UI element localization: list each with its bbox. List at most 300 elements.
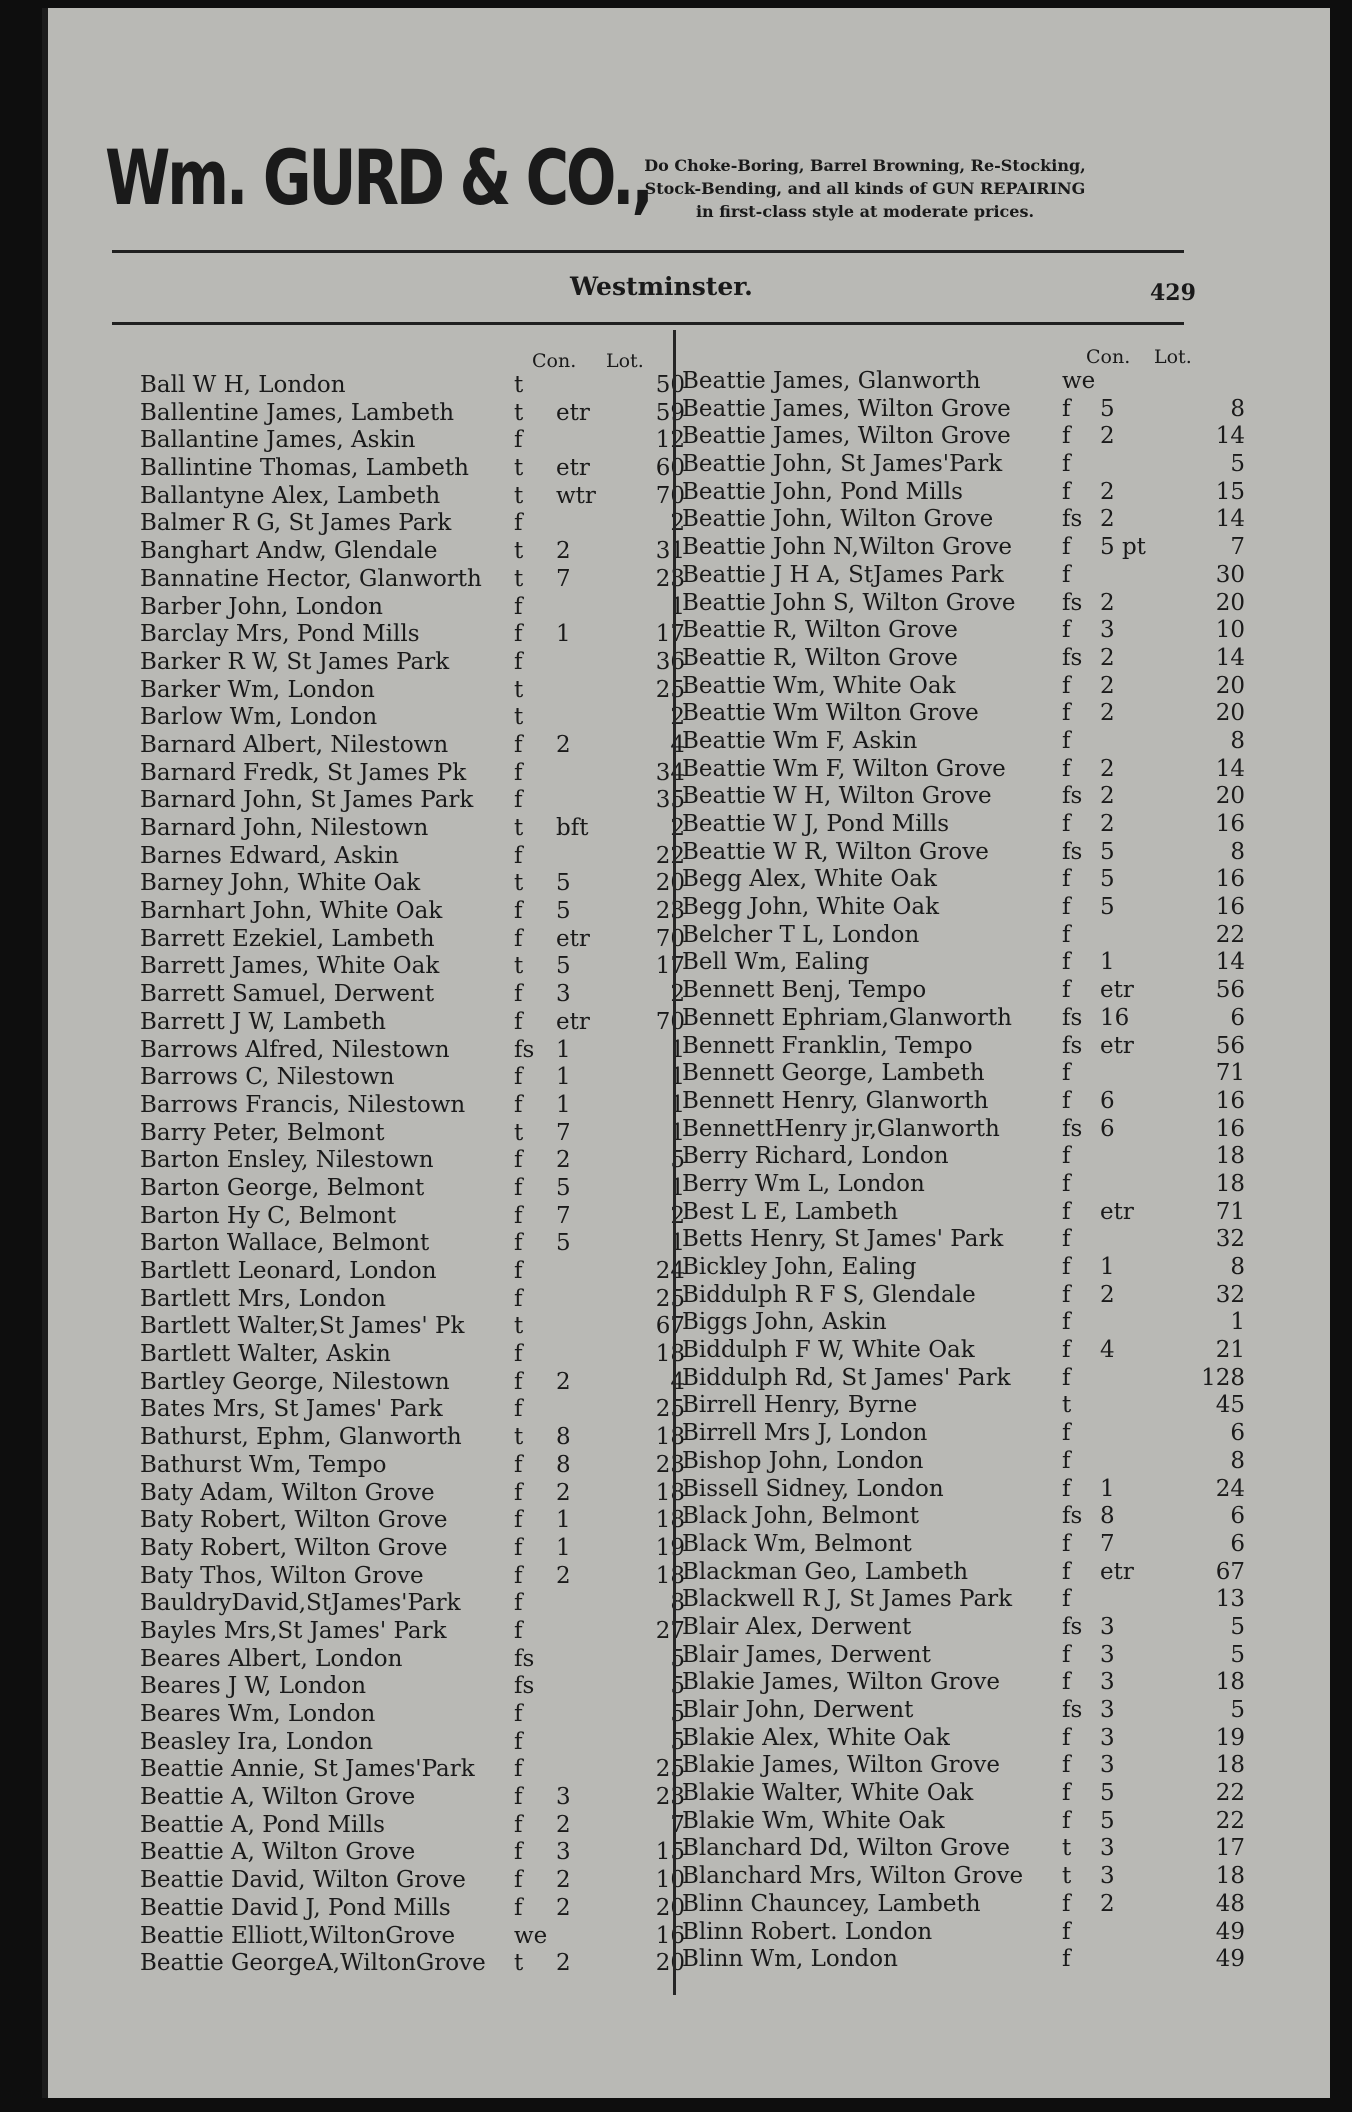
directory-entry	[140, 787, 685, 815]
entry-tenure: f	[514, 1258, 523, 1284]
entry-tenure: f	[1062, 1337, 1071, 1364]
entry-lot: 70	[655, 925, 685, 952]
entry-lot: 1	[1230, 1309, 1245, 1336]
ad-line-2: Stock-Bending, and all kinds of GUN REPAIRING	[644, 179, 1086, 198]
entry-name: Biggs John, Askin	[682, 1309, 887, 1336]
directory-entry	[682, 1087, 1245, 1116]
entry-name: Beattie Wm F, Wilton Grove	[682, 755, 1006, 782]
entry-tenure: f	[514, 842, 523, 869]
directory-entry	[682, 1254, 1245, 1282]
entry-lot: 6	[1230, 1530, 1245, 1557]
directory-entry	[682, 755, 1245, 784]
entry-lot: 14	[1215, 644, 1245, 671]
entry-concession: 5	[556, 898, 571, 925]
entry-concession: 1	[556, 1507, 571, 1534]
entry-tenure: f	[1062, 1752, 1071, 1779]
entry-tenure: f	[1062, 395, 1071, 422]
entry-tenure: f	[1062, 1890, 1071, 1917]
directory-entry	[682, 672, 1245, 701]
entry-tenure: f	[514, 1784, 523, 1811]
entry-lot: 5	[670, 1701, 685, 1727]
directory-entry	[140, 1341, 685, 1369]
directory-entry	[682, 1115, 1245, 1144]
entry-lot: 2	[670, 704, 685, 731]
entry-tenure: f	[514, 427, 523, 454]
entry-tenure: fs	[514, 1645, 535, 1672]
entry-tenure: f	[1062, 1170, 1071, 1197]
directory-entry	[682, 1697, 1245, 1725]
entry-lot: 8	[670, 1590, 685, 1617]
entry-tenure: t	[514, 565, 524, 592]
entry-lot: 1	[670, 1230, 685, 1257]
entry-name: Berry Richard, London	[682, 1143, 949, 1170]
entry-name: Barnard John, St James Park	[140, 787, 474, 814]
entry-name: Beattie John, St James'Park	[682, 451, 1003, 478]
entry-tenure: f	[1062, 423, 1071, 450]
ad-line-3: in first-class style at moderate prices.	[695, 202, 1035, 221]
entry-concession: 2	[1100, 423, 1115, 450]
entry-tenure: f	[1062, 866, 1071, 893]
entry-tenure: f	[1062, 1447, 1071, 1474]
entry-name: Biddulph F W, White Oak	[682, 1337, 975, 1364]
entry-tenure: f	[514, 1147, 523, 1174]
entry-tenure: t	[514, 399, 524, 426]
directory-entry	[140, 1064, 685, 1092]
entry-name: Bannatine Hector, Glanworth	[140, 565, 482, 592]
entry-lot: 56	[1215, 1032, 1245, 1059]
entry-name: Bennett George, Lambeth	[682, 1060, 985, 1087]
entry-lot: 16	[1215, 866, 1245, 893]
entry-tenure: f	[1062, 1198, 1071, 1225]
entry-concession: 3	[1100, 1641, 1115, 1668]
entry-name: Barry Peter, Belmont	[140, 1119, 385, 1146]
header-rule	[112, 250, 1184, 253]
entry-tenure: f	[1062, 1807, 1071, 1834]
entry-tenure: f	[1062, 1946, 1071, 1973]
entry-lot: 31	[655, 538, 685, 565]
directory-entry	[140, 1895, 685, 1923]
entry-name: Blakie Walter, White Oak	[682, 1780, 974, 1807]
entry-lot: 128	[1201, 1364, 1245, 1391]
entry-lot: 24	[655, 1258, 685, 1284]
directory-entry	[140, 1424, 685, 1452]
entry-lot: 6	[1230, 1503, 1245, 1530]
directory-entry	[140, 870, 685, 898]
directory-entry	[140, 427, 685, 455]
entry-name: Blakie James, Wilton Grove	[682, 1669, 1000, 1696]
entry-lot: 20	[1215, 672, 1245, 699]
entry-lot: 17	[1215, 1835, 1245, 1862]
entry-lot: 7	[1230, 534, 1245, 561]
directory-entry	[682, 451, 1245, 479]
directory-entry	[682, 1613, 1245, 1642]
directory-entry	[682, 1641, 1245, 1670]
entry-lot: 20	[655, 1950, 685, 1977]
entry-tenure: f	[514, 1479, 523, 1506]
entry-lot: 45	[1215, 1392, 1245, 1419]
directory-entry	[682, 368, 1227, 396]
directory-entry	[140, 510, 685, 538]
entry-concession: etr	[556, 1008, 590, 1035]
directory-entry	[140, 1230, 685, 1258]
directory-entry	[140, 400, 685, 428]
entry-lot: 18	[655, 1562, 685, 1589]
entry-name: Ball W H, London	[140, 372, 346, 398]
entry-concession: 2	[1100, 589, 1115, 616]
entry-name: Barber John, London	[140, 593, 383, 620]
directory-entry	[682, 1503, 1245, 1531]
directory-entry	[140, 1535, 685, 1563]
con-header: Con.	[532, 350, 577, 372]
entry-name: Beattie A, Wilton Grove	[140, 1839, 416, 1866]
entry-tenure: f	[1062, 1918, 1071, 1945]
entry-name: Barrett James, White Oak	[140, 953, 440, 980]
entry-name: Blakie Alex, White Oak	[682, 1724, 950, 1751]
entry-name: Birrell Henry, Byrne	[682, 1392, 918, 1419]
directory-entry	[682, 811, 1245, 839]
entry-lot: 23	[655, 565, 685, 592]
directory-entry	[682, 1309, 1245, 1337]
entry-tenure: f	[1062, 478, 1071, 505]
entry-concession: 3	[1100, 1724, 1115, 1751]
directory-entry	[140, 1120, 685, 1148]
entry-concession: etr	[556, 455, 590, 482]
entry-lot: 35	[655, 787, 685, 814]
directory-entry	[140, 1369, 685, 1397]
entry-tenure: f	[514, 1839, 523, 1866]
entry-lot: 13	[1215, 1586, 1245, 1613]
entry-name: Ballantyne Alex, Lambeth	[140, 482, 441, 509]
directory-entry	[682, 1558, 1245, 1587]
directory-entry	[140, 732, 685, 760]
directory-entry	[140, 1175, 685, 1203]
entry-lot: 1	[670, 1174, 685, 1201]
entry-tenure: fs	[1062, 1115, 1083, 1142]
entry-name: Barrett J W, Lambeth	[140, 1008, 386, 1035]
directory-entry	[140, 1480, 685, 1508]
entry-lot: 20	[1215, 783, 1245, 810]
entry-lot: 18	[1215, 1669, 1245, 1696]
entry-lot: 6	[1230, 1004, 1245, 1031]
entry-concession: 1	[556, 1534, 571, 1561]
entry-name: Barnhart John, White Oak	[140, 898, 443, 925]
entry-name: Barnes Edward, Askin	[140, 842, 399, 869]
entry-name: Beattie Wm, White Oak	[682, 672, 956, 699]
entry-tenure: f	[1062, 1226, 1071, 1253]
directory-entry	[140, 1923, 685, 1951]
entry-name: Beattie GeorgeA,WiltonGrove	[140, 1950, 486, 1977]
entry-tenure: f	[514, 1368, 523, 1395]
advertisement-text	[545, 154, 1185, 223]
entry-tenure: f	[514, 1617, 523, 1644]
directory-entry	[682, 1724, 1245, 1753]
directory-entry	[682, 1420, 1245, 1448]
entry-name: Blair John, Derwent	[682, 1697, 914, 1723]
directory-entry	[682, 838, 1245, 867]
entry-name: Blinn Robert. London	[682, 1918, 933, 1945]
entry-name: Beattie James, Wilton Grove	[682, 423, 1011, 450]
entry-tenure: t	[1062, 1863, 1072, 1890]
directory-entry	[682, 1807, 1245, 1836]
entry-lot: 70	[655, 1008, 685, 1035]
entry-tenure: f	[1062, 1780, 1071, 1807]
entry-name: Ballantine James, Askin	[140, 427, 416, 454]
entry-name: Baty Thos, Wilton Grove	[140, 1562, 424, 1589]
entry-lot: 18	[655, 1507, 685, 1534]
entry-concession: 2	[1100, 755, 1115, 782]
entry-lot: 22	[655, 842, 685, 869]
entry-concession: 2	[1100, 1281, 1115, 1308]
entry-tenure: f	[514, 1811, 523, 1838]
entry-name: Black Wm, Belmont	[682, 1530, 912, 1557]
entry-concession: 2	[556, 1368, 571, 1395]
directory-entry	[140, 621, 685, 649]
entry-lot: 8	[1230, 727, 1245, 754]
entry-tenure: f	[1062, 1558, 1071, 1585]
entry-lot: 18	[1215, 1143, 1245, 1170]
entry-concession: 7	[1100, 1530, 1115, 1557]
entry-tenure: f	[514, 1174, 523, 1201]
entry-name: Beattie J H A, StJames Park	[682, 561, 1004, 588]
entry-name: Bennett Ephriam,Glanworth	[682, 1004, 1012, 1031]
entry-tenure: f	[514, 1008, 523, 1035]
directory-entry	[140, 1147, 685, 1175]
entry-name: Beattie R, Wilton Grove	[682, 617, 958, 644]
entry-concession: 2	[1100, 506, 1115, 533]
directory-entry	[682, 1281, 1245, 1310]
entry-name: Barton Wallace, Belmont	[140, 1230, 430, 1257]
entry-name: Barrows Alfred, Nilestown	[140, 1036, 450, 1063]
entry-concession: 3	[1100, 1835, 1115, 1862]
entry-tenure: f	[1062, 1364, 1071, 1391]
directory-entry	[682, 700, 1245, 728]
directory-entry	[140, 981, 685, 1009]
entry-name: BauldryDavid,StJames'Park	[140, 1590, 461, 1617]
entry-tenure: f	[1062, 1586, 1071, 1613]
left-column-header	[140, 350, 685, 372]
entry-tenure: f	[1062, 1475, 1071, 1502]
entry-lot: 18	[1215, 1752, 1245, 1779]
entry-lot: 18	[1215, 1170, 1245, 1197]
directory-entry	[140, 677, 685, 705]
entry-concession: 5	[1100, 866, 1115, 893]
entry-lot: 8	[1230, 395, 1245, 422]
directory-entry	[140, 1203, 685, 1231]
entry-lot: 5	[1230, 1697, 1245, 1723]
entry-tenure: t	[514, 372, 524, 398]
entry-tenure: f	[514, 1451, 523, 1478]
entry-lot: 5	[670, 1728, 685, 1755]
entry-name: Bartley George, Nilestown	[140, 1368, 450, 1395]
entry-concession: 2	[556, 1811, 571, 1838]
entry-lot: 71	[1215, 1198, 1245, 1225]
entry-lot: 22	[1215, 1780, 1245, 1807]
entry-lot: 14	[1215, 755, 1245, 782]
entry-name: Blair James, Derwent	[682, 1641, 931, 1668]
entry-concession: 8	[556, 1424, 571, 1451]
entry-lot: 24	[1215, 1475, 1245, 1502]
entry-lot: 8	[1230, 1447, 1245, 1474]
directory-entry	[140, 455, 685, 483]
entry-tenure: f	[1062, 727, 1071, 754]
entry-tenure: t	[514, 870, 524, 897]
entry-tenure: f	[514, 1507, 523, 1534]
entry-tenure: f	[514, 648, 523, 675]
entry-concession: etr	[1100, 1558, 1134, 1585]
entry-concession: 2	[1100, 700, 1115, 727]
directory-entry	[140, 1092, 685, 1120]
directory-entry	[140, 1867, 685, 1895]
entry-lot: 17	[655, 953, 685, 980]
entry-lot: 36	[655, 648, 685, 675]
entry-lot: 48	[1215, 1890, 1245, 1917]
entry-tenure: f	[1062, 534, 1071, 561]
entry-name: Beattie A, Pond Mills	[140, 1811, 385, 1838]
entry-concession: 1	[556, 1036, 571, 1063]
entry-lot: 23	[655, 1451, 685, 1478]
entry-name: Bennett Franklin, Tempo	[682, 1032, 973, 1059]
entry-tenure: f	[514, 1590, 523, 1617]
entry-name: Baty Robert, Wilton Grove	[140, 1507, 448, 1534]
entry-name: Beattie John, Pond Mills	[682, 478, 963, 505]
directory-entry	[682, 1752, 1245, 1780]
section-title: Westminster.	[570, 272, 753, 301]
entry-name: Barton George, Belmont	[140, 1174, 425, 1201]
entry-tenure: t	[514, 1313, 524, 1340]
entry-lot: 2	[670, 815, 685, 841]
entry-tenure: f	[514, 1894, 523, 1921]
entry-name: Beattie John N,Wilton Grove	[682, 534, 1012, 561]
entry-name: Bartlett Walter,St James' Pk	[140, 1313, 465, 1340]
entry-name: Birrell Mrs J, London	[682, 1420, 928, 1447]
entry-name: Beattie W H, Wilton Grove	[682, 783, 992, 810]
entry-concession: 5	[556, 953, 571, 980]
directory-entry	[682, 1392, 1245, 1420]
entry-lot: 23	[655, 1784, 685, 1811]
directory-entry	[140, 953, 685, 981]
directory-entry	[140, 649, 685, 677]
entry-concession: 7	[556, 1202, 571, 1229]
entry-concession: 1	[556, 1091, 571, 1118]
entry-tenure: fs	[1062, 589, 1083, 616]
entry-name: Blakie James, Wilton Grove	[682, 1752, 1000, 1779]
directory-entry	[140, 1673, 685, 1701]
entry-name: Barnard Albert, Nilestown	[140, 731, 449, 758]
entry-name: Blinn Wm, London	[682, 1946, 898, 1973]
entry-tenure: f	[1062, 1060, 1071, 1087]
entry-tenure: f	[514, 731, 523, 758]
entry-tenure: t	[514, 1424, 524, 1451]
brand-name: Wm. GURD & CO.,	[105, 133, 651, 222]
entry-tenure: f	[514, 1341, 523, 1368]
directory-entry	[682, 1364, 1245, 1393]
entry-tenure: f	[1062, 451, 1071, 478]
directory-entry	[140, 1618, 685, 1646]
entry-concession: 3	[1100, 1863, 1115, 1890]
entry-lot: 71	[1215, 1060, 1245, 1087]
entry-name: Blackman Geo, Lambeth	[682, 1558, 969, 1585]
page-header	[105, 133, 1195, 260]
directory-entry	[682, 1475, 1245, 1504]
entry-lot: 5	[1230, 1641, 1245, 1668]
directory-entry	[140, 1313, 685, 1341]
entry-lot: 25	[655, 1756, 685, 1783]
entry-name: Blinn Chauncey, Lambeth	[682, 1890, 981, 1917]
directory-entry	[682, 783, 1245, 811]
directory-entry	[140, 1286, 685, 1314]
entry-name: Barrows C, Nilestown	[140, 1064, 395, 1091]
entry-lot: 25	[655, 1396, 685, 1423]
directory-entry	[140, 566, 685, 594]
entry-lot: 60	[655, 455, 685, 482]
directory-entry	[682, 1226, 1245, 1254]
entry-lot: 25	[655, 676, 685, 703]
entry-concession: 6	[1100, 1115, 1115, 1142]
entry-lot: 8	[1230, 1254, 1245, 1280]
entry-tenure: f	[1062, 1143, 1071, 1170]
entry-concession: 5	[556, 870, 571, 897]
directory-entry	[682, 1337, 1245, 1365]
entry-concession: 1	[556, 1064, 571, 1091]
entry-tenure: t	[514, 538, 524, 565]
right-column	[673, 330, 1245, 1995]
entry-concession: etr	[556, 925, 590, 952]
entry-lot: 20	[655, 1894, 685, 1921]
directory-entry	[682, 949, 1245, 977]
directory-entry	[682, 561, 1245, 590]
entry-name: Barnard Fredk, St James Pk	[140, 759, 467, 786]
entry-name: Beattie Wm Wilton Grove	[682, 700, 979, 727]
entry-tenure: f	[514, 621, 523, 648]
entry-name: Blanchard Dd, Wilton Grove	[682, 1835, 1010, 1862]
entry-lot: 1	[670, 1064, 685, 1091]
directory-entry	[682, 589, 1245, 618]
entry-name: Beattie A, Wilton Grove	[140, 1784, 416, 1811]
directory-entry	[140, 1507, 685, 1535]
entry-lot: 5	[670, 1147, 685, 1174]
directory-entry	[140, 1452, 685, 1480]
entry-name: Beattie W R, Wilton Grove	[682, 838, 989, 865]
entry-tenure: f	[514, 898, 523, 925]
directory-entry	[682, 1447, 1245, 1476]
entry-lot: 5	[1230, 451, 1245, 478]
entry-name: Barnard John, Nilestown	[140, 815, 429, 841]
entry-lot: 20	[655, 870, 685, 897]
directory-entry	[140, 372, 685, 400]
entry-lot: 22	[1215, 1807, 1245, 1834]
entry-name: Baty Adam, Wilton Grove	[140, 1479, 435, 1506]
directory-entry	[140, 1009, 685, 1037]
entry-name: Beares Wm, London	[140, 1701, 376, 1727]
entry-tenure: f	[1062, 1087, 1071, 1114]
entry-tenure: f	[1062, 700, 1071, 727]
entry-lot: 70	[655, 482, 685, 509]
right-column-header	[682, 346, 1227, 368]
directory-entry	[140, 760, 685, 788]
entry-lot: 2	[670, 981, 685, 1008]
entry-tenure: f	[1062, 1420, 1071, 1447]
entry-name: Biddulph Rd, St James' Park	[682, 1364, 1011, 1391]
entry-name: Barker Wm, London	[140, 676, 375, 703]
entry-tenure: f	[514, 981, 523, 1008]
directory-entry	[682, 1586, 1245, 1614]
page-number: 429	[1150, 280, 1196, 306]
entry-concession: 5 pt	[1100, 534, 1146, 561]
directory-entry	[140, 1756, 685, 1784]
directory-entry	[140, 1563, 685, 1591]
entry-name: Baty Robert, Wilton Grove	[140, 1534, 448, 1561]
directory-entry	[140, 1258, 685, 1286]
